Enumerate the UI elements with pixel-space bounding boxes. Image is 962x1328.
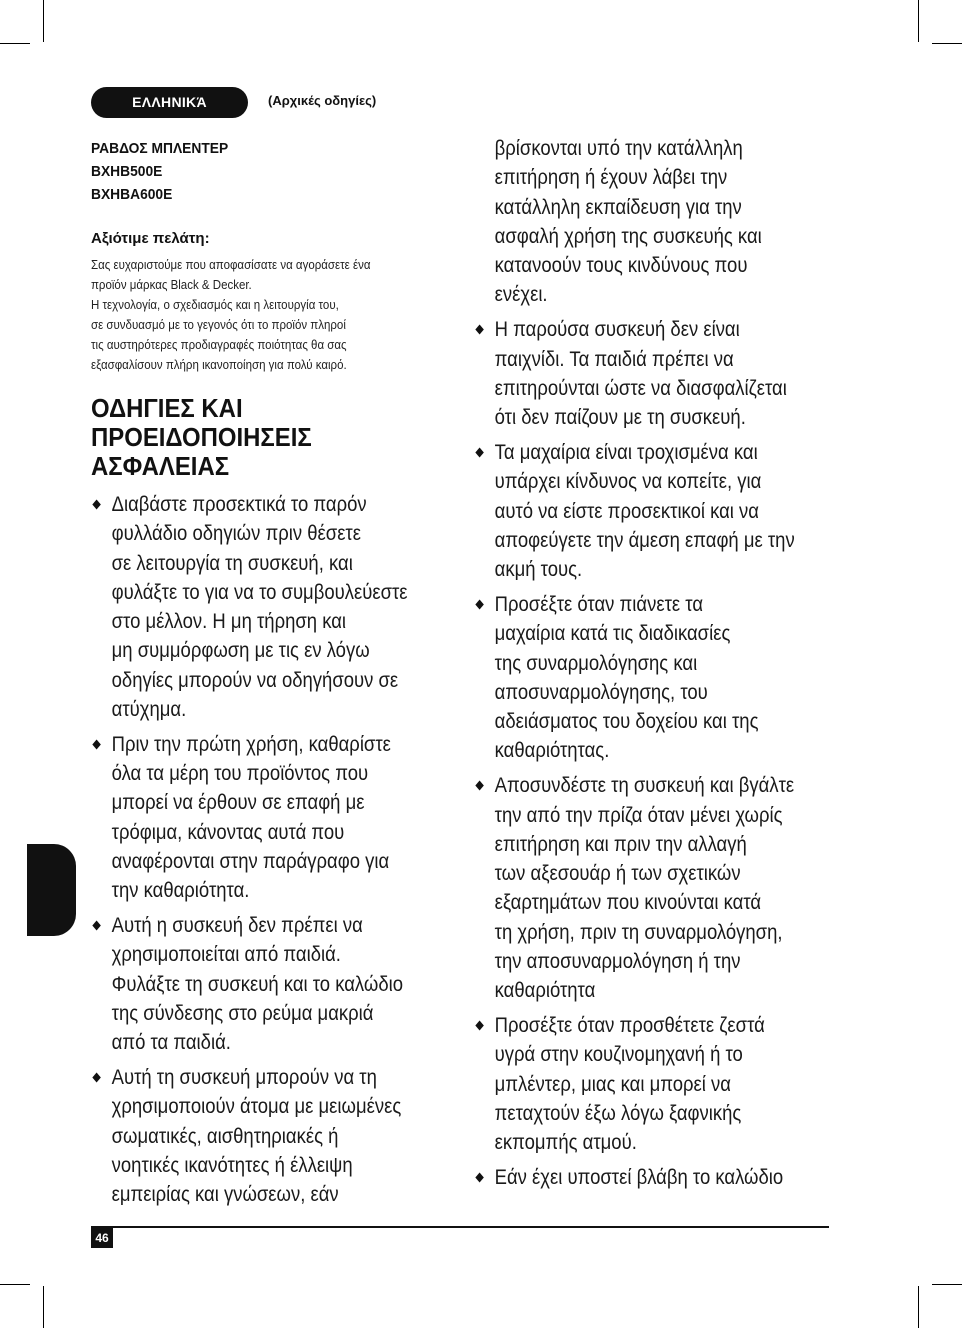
text-line: ασφαλή χρήση της συσκευής και: [494, 223, 762, 248]
bullet-diamond-icon: [92, 739, 101, 749]
text-line: καθαριότητας.: [494, 738, 610, 763]
text-line: Φυλάξτε τη συσκευή και το καλώδιο: [111, 971, 404, 996]
text-line: σε λειτουργία τη συσκευή, και: [111, 550, 353, 575]
product-model: BXHB500E: [91, 163, 163, 180]
bullet-diamond-icon: [475, 1021, 484, 1031]
greeting-line: Σας ευχαριστούμε που αποφασίσατε να αγοράσετε ένα: [91, 258, 371, 272]
text-line: Η παρούσα συσκευή δεν είναι: [494, 317, 740, 342]
text-line: σωματικές, αισθητηριακές ή: [111, 1123, 339, 1148]
bullet-diamond-icon: [475, 1173, 484, 1183]
text-line: Πριν την πρώτη χρήση, καθαρίστε: [111, 731, 391, 756]
text-line: Αποσυνδέστε τη συσκευή και βγάλτε: [494, 773, 795, 798]
text-line: φυλάξτε το για να το συμβουλεύεστε: [111, 579, 408, 604]
text-line: επιτηρούνται ώστε να διασφαλίζεται: [494, 375, 787, 400]
text-line: Προσέξτε όταν προσθέτετε ζεστά: [494, 1013, 765, 1038]
bullet-diamond-icon: [475, 448, 484, 458]
list-item: [91, 911, 487, 1057]
text-line: καθαριότητα: [494, 978, 596, 1003]
text-line: αναφέρονται στην παράγραφο για: [111, 849, 390, 874]
text-line: ατύχημα.: [111, 697, 187, 722]
section-side-tab: [27, 844, 76, 936]
text-line: αποσυναρμολόγησης, του: [494, 679, 708, 704]
bullet-diamond-icon: [92, 1073, 101, 1083]
crop-mark: [43, 1286, 44, 1328]
product-model: BXHBA600E: [91, 186, 173, 203]
text-line: επιτήρηση και πριν την αλλαγή: [494, 831, 747, 856]
text-line: την από την πρίζα όταν μένει χωρίς: [494, 802, 783, 827]
text-line: την αποσυναρμολόγηση ή την: [494, 949, 741, 974]
text-line: όλα τα μέρη του προϊόντος που: [111, 761, 369, 786]
text-line: την καθαριότητα.: [111, 878, 250, 903]
crop-mark: [43, 0, 44, 42]
page-number: 46: [91, 1228, 113, 1248]
list-item: [474, 771, 870, 1005]
text-line: επιτήρηση ή έχουν λάβει την: [494, 165, 728, 190]
text-line: κατάλληλη εκπαίδευση για την: [494, 194, 742, 219]
text-line: χρησιμοποιείται από παιδιά.: [111, 942, 341, 967]
text-line: της συναρμολόγησης και: [494, 650, 698, 675]
text-line: εκπομπής ατμού.: [494, 1130, 637, 1155]
text-line: αυτό να είστε προσεκτικοί και να: [494, 498, 759, 523]
text-line: νοητικές ικανότητες ή έλλειψη: [111, 1153, 353, 1178]
crop-mark: [918, 1286, 919, 1328]
text-line: μπλέντερ, μιας και μπορεί να: [494, 1071, 731, 1096]
text-line: Αυτή τη συσκευή μπορούν να τη: [111, 1065, 377, 1090]
text-line: Διαβάστε προσεκτικά το παρόν: [111, 492, 367, 516]
subtitle: (Αρχικές οδηγίες): [268, 93, 377, 108]
text-line: από τα παιδιά.: [111, 1030, 231, 1055]
text-line: υπάρχει κίνδυνος να κοπείτε, για: [494, 469, 762, 494]
bullet-diamond-icon: [475, 325, 484, 335]
text-line: υγρά στην κουζινομηχανή ή το: [494, 1042, 743, 1067]
list-item: [474, 315, 870, 432]
crop-mark: [932, 1284, 962, 1285]
list-item: [91, 490, 487, 724]
crop-mark: [0, 1284, 30, 1285]
text-line: παιχνίδι. Τα παιδιά πρέπει να: [494, 346, 734, 371]
text-line: αποφεύγετε την άμεση επαφή με την: [494, 527, 795, 552]
greeting-line: σε συνδυασμό με το γεγονός ότι το προϊόν πληροί: [91, 318, 346, 332]
bullet-diamond-icon: [92, 921, 101, 931]
list-item-continuation: [474, 134, 870, 310]
list-item: [474, 1011, 870, 1157]
list-item: [91, 730, 487, 906]
text-line: μπορεί να έρθουν σε επαφή με: [111, 790, 365, 815]
greeting-line: τις αυστηρότερες προδιαγραφές ποιότητας θα σας: [91, 338, 347, 352]
list-item: [91, 1063, 487, 1209]
text-line: τη χρήση, πριν τη συναρμολόγηση,: [494, 919, 783, 944]
list-item: [474, 590, 870, 766]
right-column: [474, 134, 870, 1198]
greeting-line: Η τεχνολογία, ο σχεδιασμός και η λειτουργία του,: [91, 298, 339, 312]
crop-mark: [0, 43, 30, 44]
text-line: στο μέλλον. Η μη τήρηση και: [111, 609, 347, 634]
text-line: κατανοούν τους κινδύνους που: [494, 253, 748, 278]
text-line: αδειάσματος του δοχείου και της: [494, 709, 759, 734]
text-line: χρησιμοποιούν άτομα με μειωμένες: [111, 1094, 402, 1119]
text-line: ότι δεν παίζουν με τη συσκευή.: [494, 405, 746, 430]
product-block: [91, 137, 228, 206]
greeting-text: [91, 255, 441, 375]
crop-mark: [932, 43, 962, 44]
text-line: της σύνδεσης στο ρεύμα μακριά: [111, 1001, 374, 1026]
text-line: οδηγίες μπορούν να οδηγήσουν σε: [111, 667, 399, 692]
text-line: μη συμμόρφωση με τις εν λόγω: [111, 638, 370, 663]
text-line: Εάν έχει υποστεί βλάβη το καλώδιο: [494, 1165, 784, 1190]
text-line: βρίσκονται υπό την κατάλληλη: [494, 136, 743, 160]
greeting-title: Αξιότιμε πελάτη:: [91, 230, 210, 247]
greeting-line: εξασφαλίσουν πλήρη ικανοποίηση για πολύ καιρό.: [91, 358, 347, 372]
text-line: ενέχει.: [494, 282, 548, 307]
bullet-diamond-icon: [475, 600, 484, 610]
crop-mark: [918, 0, 919, 42]
text-line: μαχαίρια κατά τις διαδικασίες: [494, 621, 731, 646]
product-name: ΡΑΒΔΟΣ ΜΠΛΕΝΤΕΡ: [91, 140, 229, 157]
list-item: [474, 438, 870, 584]
text-line: Τα μαχαίρια είναι τροχισμένα και: [494, 439, 758, 464]
text-line: ακμή τους.: [494, 557, 583, 582]
text-line: των αξεσουάρ ή των σχετικών: [494, 861, 741, 886]
bullet-diamond-icon: [475, 781, 484, 791]
text-line: εξαρτημάτων που κινούνται κατά: [494, 890, 762, 915]
text-line: φυλλάδιο οδηγιών πριν θέσετε: [111, 521, 361, 546]
section-title: ΟΔΗΓΙΕΣ ΚΑΙ ΠΡΟΕΙΔΟΠΟΙΗΣΕΙΣ ΑΣΦΑΛΕΙΑΣ: [91, 393, 312, 481]
text-line: Αυτή η συσκευή δεν πρέπει να: [111, 913, 363, 938]
footer-rule: [91, 1226, 829, 1228]
list-item: [474, 1163, 870, 1192]
language-badge: ΕΛΛΗΝΙΚΆ: [91, 87, 248, 118]
text-line: πεταχτούν έξω λόγω ξαφνικής: [494, 1101, 742, 1125]
greeting-line: προϊόν μάρκας Black & Decker.: [91, 278, 252, 292]
text-line: τρόφιμα, κάνοντας αυτά που: [111, 819, 345, 844]
text-line: Προσέξτε όταν πιάνετε τα: [494, 591, 704, 616]
left-column: [91, 490, 487, 1215]
text-line: εμπειρίας και γνώσεων, εάν: [111, 1182, 339, 1207]
bullet-diamond-icon: [92, 500, 101, 510]
